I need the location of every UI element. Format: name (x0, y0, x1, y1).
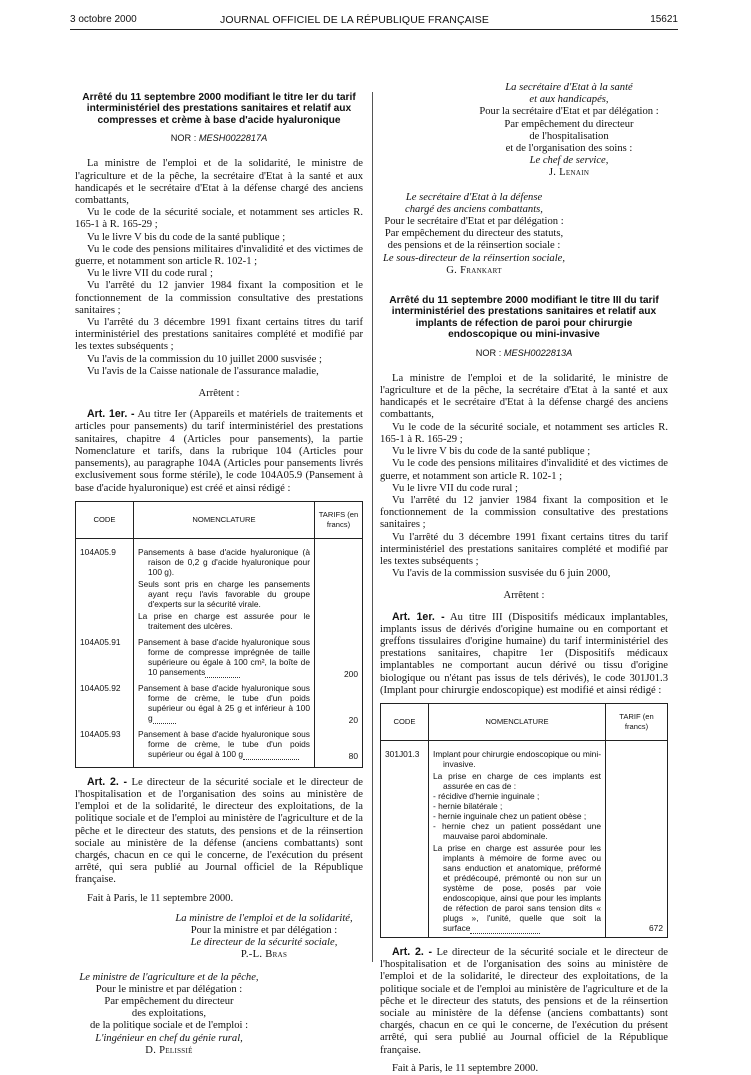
row-code: 104A05.93 (76, 727, 134, 768)
column-header-code: CODE (76, 501, 134, 538)
nor-code: MESH0022817A (198, 133, 268, 144)
preamble: La ministre de l'emploi et de la solidarité, le ministre de l'agriculture et de la pêche, la secrétaire d'Etat à la santé et aux handicapés et le secrétaire d'Etat à la défense chargé des anciens combattants, (75, 158, 363, 207)
dot-leader (243, 749, 299, 760)
visa-line: Vu l'arrêté du 3 décembre 1991 fixant certains titres du tarif interministériel des prestations sanitaires complété et modifié par les textes subséquents ; (380, 531, 668, 567)
nomenclature-text-span: Pansement à base d'acide hyaluronique sous forme de compresse imprégnée de taille supérieure ou égale à 100 cm², la boîte de 10 pansements (138, 636, 310, 677)
signature-block (75, 972, 263, 1057)
visa-line: Vu l'avis de la commission susvisée du 6 juin 2000, (392, 568, 611, 580)
signature-line: Pour le secrétaire d'Etat et par délégation : (384, 216, 564, 228)
article-1-text: Au titre III (Dispositifs médicaux implantables, implants issus de dérivés d'origine humaine ou en comportant et greffons tissulaires d'origine humaine) du tarif interministériel des prestations sanitaires, chapitre 1er (Dispositifs médicaux implantables ne comportant aucun dérivé ou tissu d'origine biologique ou n'étant pas issus de tels dérivés), le code 301J01.3 (Implant pour chirurgie endoscopique) est modifié et ainsi rédigé : (380, 611, 668, 696)
column-header-tarif: TARIF (en francs) (606, 703, 668, 740)
signature-line: Le directeur de la sécurité sociale, (190, 937, 338, 949)
decree-title: Arrêté du 11 septembre 2000 modifiant le titre Ier du tarif interministériel des prestations sanitaires et relatif aux compresses et crème à base d'acide hyaluronique (82, 92, 356, 126)
column-divider (372, 92, 373, 962)
column-header-tarifs: TARIFS (en francs) (315, 501, 363, 538)
table-row (76, 635, 363, 681)
signature-block (380, 192, 568, 277)
row-tarif (315, 538, 363, 635)
signature-line: Par empêchement du directeur (504, 118, 634, 130)
signatory-name: P.-L. Bras (240, 949, 288, 961)
article-1 (380, 611, 668, 697)
row-tarif: 672 (606, 740, 668, 937)
signature-line: Le chef de service, (529, 155, 609, 167)
visa-line: Vu le livre V bis du code de la santé publique ; (392, 446, 591, 458)
row-code: 104A05.92 (76, 681, 134, 727)
signatory-name: J. Lenain (548, 167, 590, 179)
signature-line: des pensions et de la réinsertion sociale : (387, 240, 561, 252)
signature-line: Pour la ministre et par délégation : (190, 924, 338, 936)
visa-line: Vu le code des pensions militaires d'invalidité et des victimes de guerre, et notamment son article R. 102-1 ; (75, 243, 363, 268)
table-header-row (76, 501, 363, 538)
table-row (381, 740, 668, 937)
article-1-text: Au titre Ier (Appareils et matériels de traitements et articles pour pansements) du tarif interministériel des prestations sanitaires, chapitre 4 (Articles pour pansements), la partie Nomenclature et tarifs, dans la rubrique 104 (Articles pour pansements), au paragraphe 104A (Articles pour pansements livrés exclusivement sous forme stérile), le code 104A05.9 (Pansement à base d'acide hyaluronique) est créé et ainsi rédigé : (75, 409, 363, 494)
nomenclature-text (138, 637, 310, 677)
row-nomenclature (134, 635, 315, 681)
visa-line: Vu le livre V bis du code de la santé publique ; (87, 231, 286, 243)
article-1-label: Art. 1er. - (87, 408, 135, 421)
signature-line: Le sous-directeur de la réinsertion sociale, (382, 252, 566, 264)
visa-line: Vu le livre VII du code rural ; (87, 268, 213, 280)
column-header-code: CODE (381, 703, 429, 740)
column-header-nomenclature: NOMENCLATURE (134, 501, 315, 538)
signature-line: Le secrétaire d'Etat à la défense (405, 191, 543, 203)
signature-line: Par empêchement du directeur (104, 995, 234, 1007)
signature-line: de la politique sociale et de l'emploi : (89, 1020, 249, 1032)
article-2 (75, 776, 363, 887)
arretent-heading: Arrêtent : (198, 388, 240, 400)
table-row (76, 681, 363, 727)
row-tarif: 200 (315, 635, 363, 681)
signature-block (165, 913, 363, 962)
signature-line: Pour le ministre et par délégation : (95, 983, 243, 995)
signature-line: La ministre de l'emploi et de la solidarité, (175, 912, 353, 924)
article-2-text: Le directeur de la sécurité sociale et le directeur de l'hospitalisation et de l'organisation des soins au ministère de l'emploi et de la solidarité, le directeur des exploitations, de la politique sociale et de l'emploi au ministère de l'agriculture et de la pêche et le directeur des statuts, des pensions et de la réinsertion sociale au ministère de la défense (anciens combattants) sont chargés, chacun en ce qui le concerne, de l'exécution du présent arrêté, qui sera publié au Journal officiel de la République française. (75, 776, 363, 886)
visa-line: Vu le code des pensions militaires d'invalidité et des victimes de guerre, et notamment son article R. 102-1 ; (380, 458, 668, 482)
signature-line: La secrétaire d'Etat à la santé (505, 82, 633, 93)
page-header (70, 14, 678, 28)
nor-label: NOR : (170, 133, 197, 144)
article-1 (75, 408, 363, 494)
signatory-name: G. Frankart (446, 264, 502, 276)
nomenclature-bullet: - récidive d'hernie inguinale ; (433, 790, 540, 801)
visa-line: Vu l'arrêté du 12 janvier 1984 fixant la composition et le fonctionnement de la commission consultative des prestations sanitaires ; (75, 280, 363, 316)
header-date: 3 octobre 2000 (70, 14, 137, 25)
table-row (76, 538, 363, 635)
tariff-table (380, 703, 668, 938)
nomenclature-text-span: Pansement à base d'acide hyaluronique sous forme de crème, le tube d'un poids supérieur ou égal à 100 g (138, 728, 310, 759)
article-2-label: Art. 2. - (87, 775, 128, 788)
signature-line: chargé des anciens combattants, (405, 203, 543, 215)
nor-reference (75, 132, 363, 144)
row-tarif: 80 (315, 727, 363, 768)
nomenclature-bullet: - hernie inguinale chez un patient obèse ; (433, 810, 587, 821)
article-2 (380, 946, 668, 1057)
nomenclature-text (138, 729, 310, 759)
right-column (380, 82, 668, 1075)
dot-leader (153, 713, 176, 724)
row-code: 104A05.9 (76, 538, 134, 635)
visa-line: Vu le code de la sécurité sociale, et notamment ses articles R. 165-1 à R. 165-29 ; (380, 421, 668, 445)
signature-line: Par empêchement du directeur des statuts, (384, 228, 564, 240)
row-code: 104A05.91 (76, 635, 134, 681)
signature-line: des exploitations, (131, 1008, 207, 1020)
nor-reference (380, 347, 668, 359)
article-2-text: Le directeur de la sécurité sociale et le directeur de l'hospitalisation et de l'organisation des soins au ministère de l'emploi et de la solidarité, le directeur des exploitations, de la politique sociale et de l'emploi au ministère de l'agriculture et de la pêche et le directeur des statuts, des pensions et de la réinsertion sociale au ministère de la défense (anciens combattants) sont chargés, chacun en ce qui le concerne, de l'exécution du présent arrêté, qui sera publié au Journal officiel de la République française. (380, 946, 668, 1056)
preamble: La ministre de l'emploi et de la solidarité, le ministre de l'agriculture et de la pêche, la secrétaire d'Etat à la santé et aux handicapés et le secrétaire d'Etat à la défense chargé des anciens combattants, (380, 372, 668, 421)
signature-line: et aux handicapés, (529, 94, 609, 106)
nomenclature-bullet: - hernie chez un patient possédant une mauvaise paroi abdominale. (433, 820, 601, 841)
decree-title: Arrêté du 11 septembre 2000 modifiant le titre III du tarif interministériel des prestations sanitaires et relatif aux implants de réfection de paroi pour chirurgie endoscopique ou mini-invasive (389, 295, 659, 341)
header-page-number: 15621 (650, 14, 678, 25)
nomenclature-text-span: La prise en charge est assurée pour les implants à mémoire de forme avec ou sans enduction et anatomique, préformé et prédécoupé, prémonté ou non sur un système de pose, posés par voie endoscopique, ainsi que pour les implants de réfection de paroi sans tension dits « plugs », l'unité, quelle que soit la surface (433, 842, 601, 933)
row-nomenclature (429, 740, 606, 937)
nomenclature-text-span: Pansement à base d'acide hyaluronique sous forme de crème, le tube d'un poids supérieur ou égal à 25 g et inférieur à 100 g (138, 682, 310, 723)
row-nomenclature (134, 538, 315, 635)
signature-line: Pour la secrétaire d'Etat et par délégation : (479, 106, 659, 118)
visa-line: Vu l'arrêté du 3 décembre 1991 fixant certains titres du tarif interministériel des prestations sanitaires complété et modifié par les textes subséquents ; (75, 317, 363, 353)
header-rule (70, 29, 678, 30)
tariff-table (75, 501, 363, 768)
nomenclature-text: Seuls sont pris en charge les pansements ayant reçu l'avis favorable du groupe d'experts sur la sécurité virale. (138, 578, 310, 609)
done-at: Fait à Paris, le 11 septembre 2000. (87, 892, 234, 904)
left-column (75, 92, 363, 1057)
done-at: Fait à Paris, le 11 septembre 2000. (392, 1062, 539, 1074)
article-1-label: Art. 1er. - (392, 610, 445, 623)
dot-leader (205, 667, 240, 678)
visa-line: Vu le code de la sécurité sociale, et notamment ses articles R. 165-1 à R. 165-29 ; (75, 207, 363, 231)
header-journal-title: JOURNAL OFFICIEL DE LA RÉPUBLIQUE FRANÇAISE (220, 14, 489, 26)
visa-line: Vu le livre VII du code rural ; (392, 482, 518, 494)
nomenclature-text (138, 683, 310, 723)
row-nomenclature (134, 681, 315, 727)
row-code: 301J01.3 (381, 740, 429, 937)
article-2-label: Art. 2. - (392, 945, 433, 958)
signature-line: et de l'organisation des soins : (505, 143, 633, 155)
visa-line: Vu l'arrêté du 12 janvier 1984 fixant la composition et le fonctionnement de la commission consultative des prestations sanitaires ; (380, 494, 668, 531)
nomenclature-text: La prise en charge de ces implants est assurée en cas de : (433, 770, 601, 791)
signature-line: L'ingénieur en chef du génie rural, (95, 1032, 243, 1044)
table-row (76, 727, 363, 768)
nomenclature-text: La prise en charge est assurée pour le traitement des ulcères. (138, 610, 310, 631)
visa-line: Vu l'avis de la Caisse nationale de l'assurance maladie, (87, 365, 319, 377)
signatory-name: D. Pelissié (145, 1044, 193, 1056)
nomenclature-text (433, 843, 601, 933)
arretent-heading: Arrêtent : (503, 590, 545, 602)
signature-line: de l'hospitalisation (529, 130, 609, 142)
table-header-row (381, 703, 668, 740)
nomenclature-text: Pansements à base d'acide hyaluronique (à raison de 0,2 g d'acide hyaluronique pour 100 g). (138, 546, 310, 577)
nor-code: MESH0022813A (503, 347, 573, 358)
signature-block (470, 82, 668, 180)
dot-leader (470, 923, 540, 934)
row-tarif: 20 (315, 681, 363, 727)
nomenclature-text: Implant pour chirurgie endoscopique ou mini-invasive. (433, 748, 601, 769)
column-header-nomenclature: NOMENCLATURE (429, 703, 606, 740)
signature-line: Le ministre de l'agriculture et de la pêche, (79, 971, 259, 983)
row-nomenclature (134, 727, 315, 768)
visa-line: Vu l'avis de la commission du 10 juillet 2000 susvisée ; (87, 353, 322, 365)
nor-label: NOR : (475, 347, 502, 358)
nomenclature-bullet: - hernie bilatérale ; (433, 800, 503, 811)
